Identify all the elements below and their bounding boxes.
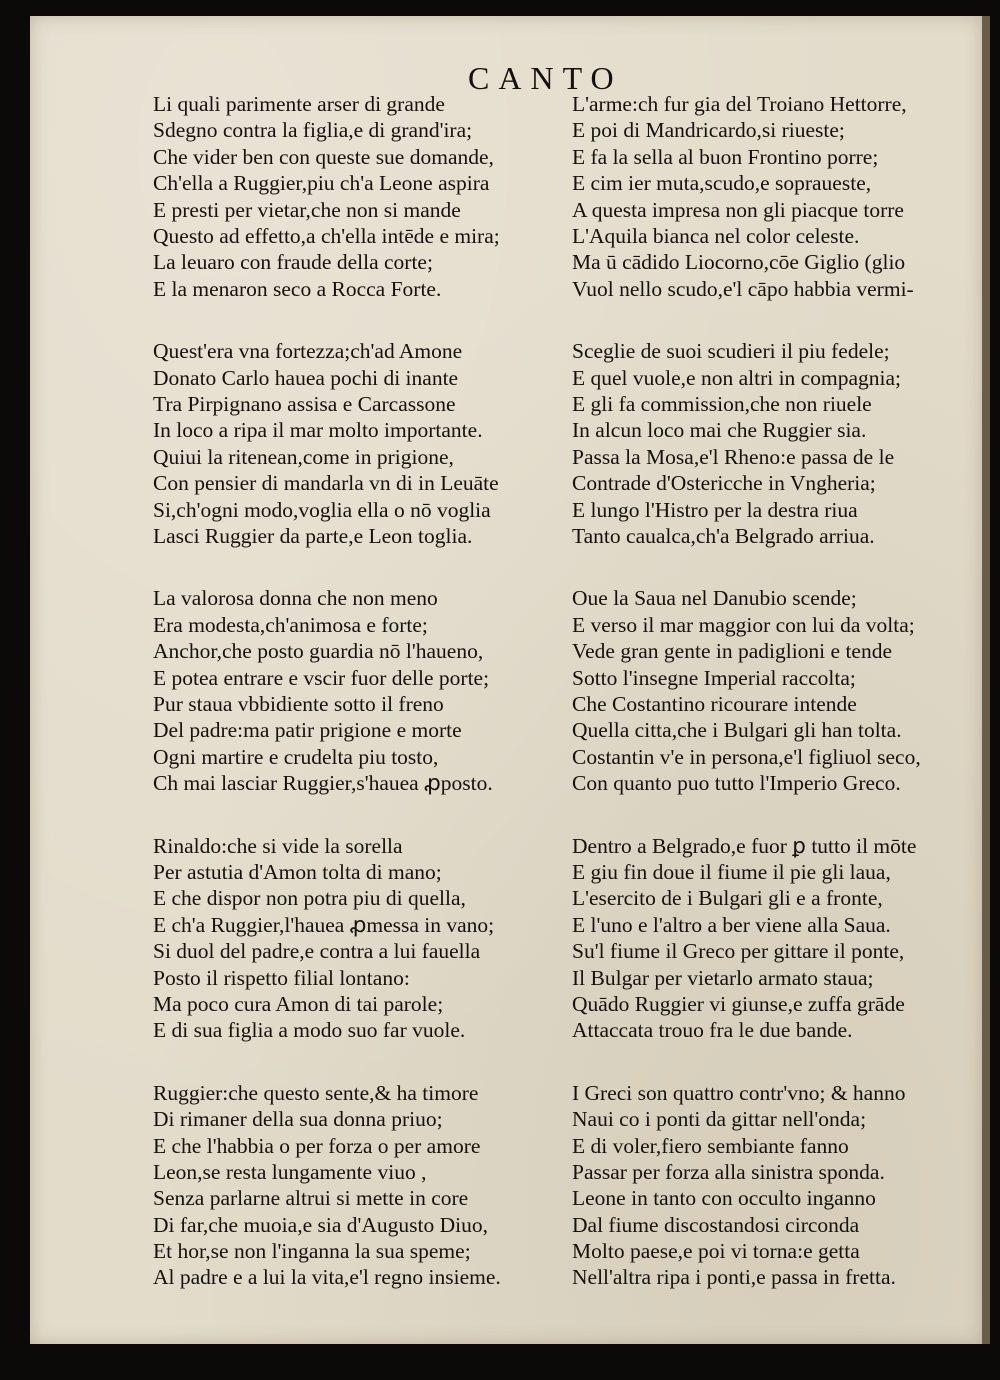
stanza	[153, 833, 568, 1044]
verse-line: Pur staua vbbidiente sotto il freno	[153, 691, 444, 716]
verse-line: L'esercito de i Bulgari gli e a fronte,	[572, 886, 883, 911]
verse-line: Per astutia d'Amon tolta di mano;	[153, 859, 442, 884]
verse-line: L'Aquila bianca nel color celeste.	[572, 223, 860, 248]
verse-line: E di sua figlia a modo suo far vuole.	[153, 1018, 466, 1043]
verse-line: Anchor,che posto guardia nō l'haueno,	[153, 639, 484, 664]
stanza	[153, 1080, 568, 1291]
verse-line: Costantin v'e in persona,e'l figliuol seco,	[572, 744, 921, 769]
verse-line: Ruggier:che questo sente,& ha timore	[153, 1080, 479, 1105]
verse-line: Dal fiume discostandosi circonda	[572, 1212, 860, 1237]
verse-line: Molto paese,e poi vi torna:e getta	[572, 1239, 860, 1264]
left-column	[153, 91, 568, 1327]
verse-line: E quel vuole,e non altri in compagnia;	[572, 365, 901, 390]
verse-line: Di far,che muoia,e sia d'Augusto Diuo,	[153, 1212, 488, 1237]
verse-line: Ch'ella a Ruggier,piu ch'a Leone aspira	[153, 171, 490, 196]
verse-line: A questa impresa non gli piacque torre	[572, 197, 904, 222]
verse-line: Vuol nello scudo,e'l cāpo habbia vermi-	[572, 276, 914, 301]
verse-line: Ogni martire e crudelta piu tosto,	[153, 744, 439, 769]
verse-line: I Greci son quattro contr'vno; & hanno	[572, 1080, 906, 1105]
verse-line: E cim ier muta,scudo,e sopraueste,	[572, 171, 872, 196]
verse-line: Che vider ben con queste sue domande,	[153, 144, 494, 169]
verse-line: Al padre e a lui la vita,e'l regno insieme.	[153, 1265, 501, 1290]
verse-line: E l'uno e l'altro a ber viene alla Saua.	[572, 912, 891, 937]
verse-line: E verso il mar maggior con lui da volta;	[572, 612, 915, 637]
verse-line: Su'l fiume il Greco per gittare il ponte,	[572, 939, 905, 964]
verse-line: Sotto l'insegne Imperial raccolta;	[572, 665, 856, 690]
verse-line: Questo ad effetto,a ch'ella intēde e mira;	[153, 223, 500, 248]
verse-line: E lungo l'Histro per la destra riua	[572, 497, 858, 522]
verse-line: Senza parlarne altrui si mette in core	[153, 1186, 469, 1211]
verse-line: Contrade d'Ostericche in Vngheria;	[572, 471, 876, 496]
stanza	[572, 338, 980, 549]
verse-line: E che l'habbia o per forza o per amore	[153, 1133, 481, 1158]
verse-line: Di rimaner della sua donna priuo;	[153, 1107, 443, 1132]
verse-line: Posto il rispetto filial lontano:	[153, 965, 410, 990]
verse-line: E presti per vietar,che non si mande	[153, 197, 461, 222]
verse-line: E gli fa commission,che non riuele	[572, 391, 872, 416]
verse-line: Attaccata trouo fra le due bande.	[572, 1018, 853, 1043]
page-edge	[982, 16, 990, 1344]
verse-line: Che Costantino ricourare intende	[572, 691, 857, 716]
verse-line: Quiui la ritenean,come in prigione,	[153, 444, 454, 469]
verse-line: E giu fin doue il fiume il pie gli laua,	[572, 859, 891, 884]
verse-line: Tanto caualca,ch'a Belgrado arriua.	[572, 523, 875, 548]
right-column	[572, 91, 980, 1327]
canto-header: CANTO	[468, 60, 623, 96]
verse-line: Leon,se resta lungamente viuo ,	[153, 1159, 427, 1184]
verse-line: Era modesta,ch'animosa e forte;	[153, 612, 428, 637]
verse-line: In alcun loco mai che Ruggier sia.	[572, 418, 867, 443]
verse-line: Sdegno contra la figlia,e di grand'ira;	[153, 118, 473, 143]
stanza	[572, 1080, 980, 1291]
verse-line: Si duol del padre,e contra a lui fauella	[153, 939, 481, 964]
stanza	[572, 585, 980, 796]
verse-line: Leone in tanto con occulto inganno	[572, 1186, 876, 1211]
verse-line: E ch'a Ruggier,l'hauea ꝓmessa in vano;	[153, 912, 495, 937]
verse-line: Sceglie de suoi scudieri il piu fedele;	[572, 339, 890, 364]
verse-line: Ma poco cura Amon di tai parole;	[153, 991, 444, 1016]
stanza	[153, 338, 568, 549]
verse-line: E fa la sella al buon Frontino porre;	[572, 144, 879, 169]
verse-line: E poi di Mandricardo,si riueste;	[572, 118, 845, 143]
verse-line: E potea entrare e vscir fuor delle porte;	[153, 665, 490, 690]
verse-line: Ch mai lasciar Ruggier,s'hauea ꝓposto.	[153, 771, 493, 796]
stanza	[572, 833, 980, 1044]
verse-line: Li quali parimente arser di grande	[153, 92, 445, 116]
verse-line: Naui co i ponti da gittar nell'onda;	[572, 1107, 867, 1132]
verse-line: L'arme:ch fur gia del Troiano Hettorre,	[572, 92, 907, 116]
verse-line: Donato Carlo hauea pochi di inante	[153, 365, 459, 390]
verse-line: Quella citta,che i Bulgari gli han tolta.	[572, 718, 902, 743]
verse-line: Nell'altra ripa i ponti,e passa in fretta.	[572, 1265, 896, 1290]
verse-line: Tra Pirpignano assisa e Carcassone	[153, 391, 456, 416]
verse-line: Rinaldo:che si vide la sorella	[153, 833, 403, 858]
verse-line: Lasci Ruggier da parte,e Leon toglia.	[153, 523, 473, 548]
verse-line: Con pensier di mandarla vn di in Leuāte	[153, 471, 499, 496]
verse-line: Passar per forza alla sinistra sponda.	[572, 1159, 885, 1184]
verse-line: La valorosa donna che non meno	[153, 586, 438, 611]
verse-line: Quādo Ruggier vi giunse,e zuffa grāde	[572, 991, 905, 1016]
stanza	[153, 91, 568, 302]
verse-line: Dentro a Belgrado,e fuor ꝑ tutto il mōte	[572, 833, 917, 858]
stanza	[572, 91, 980, 302]
verse-line: Con quanto puo tutto l'Imperio Greco.	[572, 771, 901, 796]
verse-line: Et hor,se non l'inganna la sua speme;	[153, 1239, 471, 1264]
verse-line: E che dispor non potra piu di quella,	[153, 886, 466, 911]
verse-line: Vede gran gente in padiglioni e tende	[572, 639, 893, 664]
verse-line: Passa la Mosa,e'l Rheno:e passa de le	[572, 444, 895, 469]
verse-line: Si,ch'ogni modo,voglia ella o nō voglia	[153, 497, 491, 522]
verse-line: Ma ū cādido Liocorno,cōe Giglio (glio	[572, 250, 906, 275]
verse-line: Oue la Saua nel Danubio scende;	[572, 586, 857, 611]
verse-line: E la menaron seco a Rocca Forte.	[153, 276, 442, 301]
verse-line: Del padre:ma patir prigione e morte	[153, 718, 462, 743]
verse-line: La leuaro con fraude della corte;	[153, 250, 433, 275]
verse-line: Il Bulgar per vietarlo armato staua;	[572, 965, 874, 990]
verse-line: In loco a ripa il mar molto importante.	[153, 418, 483, 443]
verse-line: E di voler,fiero sembiante fanno	[572, 1133, 849, 1158]
verse-line: Quest'era vna fortezza;ch'ad Amone	[153, 339, 463, 364]
stanza	[153, 585, 568, 796]
